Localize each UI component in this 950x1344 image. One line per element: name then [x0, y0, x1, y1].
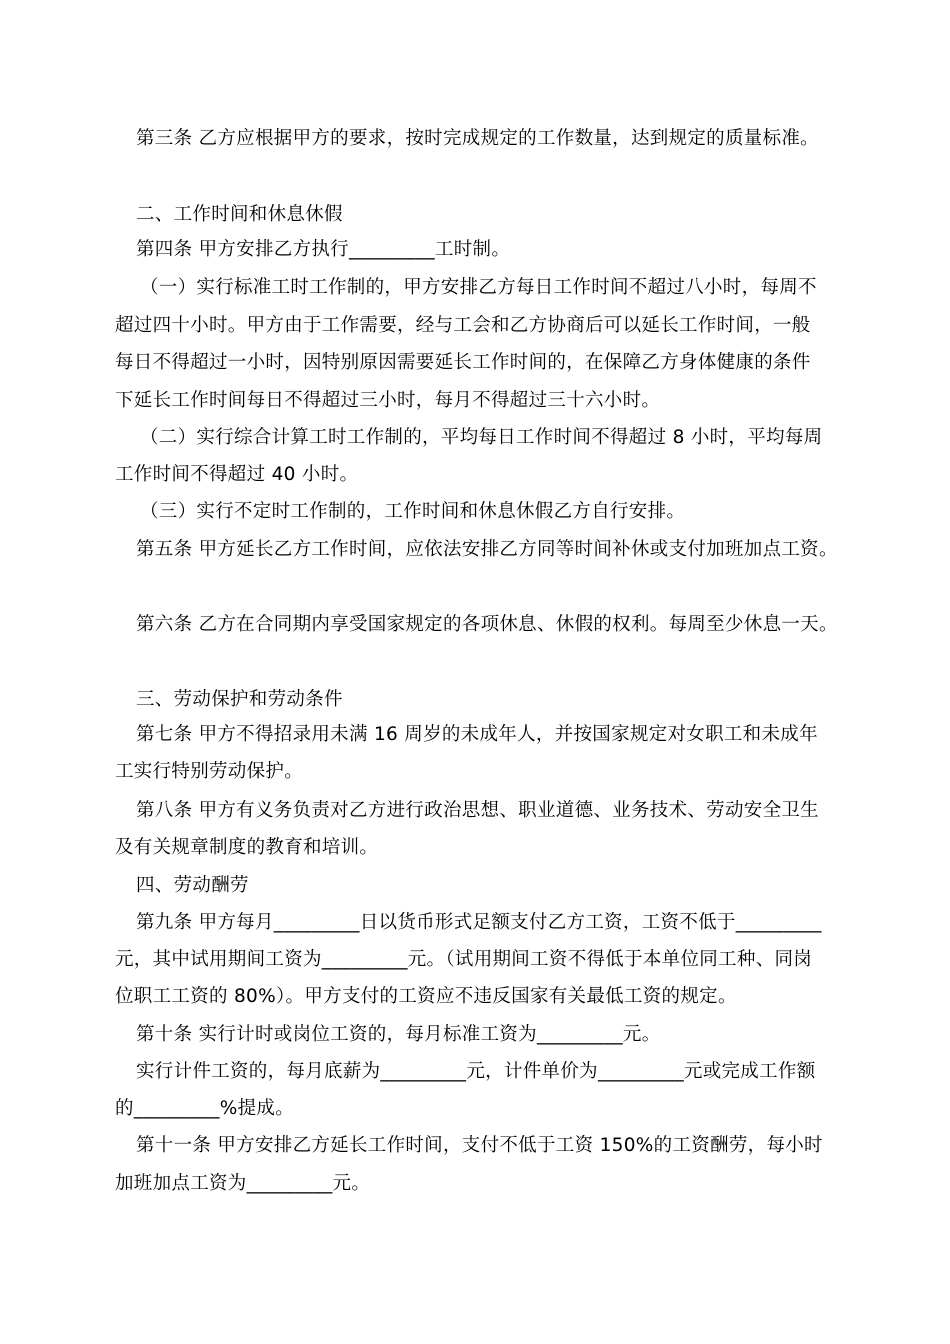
article-11-line-2: 加班加点工资为_________元。	[115, 1173, 371, 1194]
article-3: 第三条 乙方应根据甲方的要求，按时完成规定的工作数量，达到规定的质量标准。	[136, 128, 819, 149]
article-11-line-1: 第十一条 甲方安排乙方延长工作时间，支付不低于工资 150%的工资酬劳，每小时	[136, 1135, 823, 1156]
article-10-line-3: 的_________%提成。	[115, 1098, 295, 1119]
article-8-line-1: 第八条 甲方有义务负责对乙方进行政治思想、职业道德、业务技术、劳动安全卫生	[136, 800, 819, 821]
article-4-item-1-line-1: （一）实行标准工时工作制的，甲方安排乙方每日工作时间不超过八小时，每周不	[140, 277, 817, 298]
section-heading-2: 二、工作时间和休息休假	[136, 204, 343, 225]
article-4-item-2-line-1: （二）实行综合计算工时工作制的，平均每日工作时间不得超过 8 小时，平均每周	[140, 427, 823, 448]
article-7-line-1: 第七条 甲方不得招录用未满 16 周岁的未成年人，并按国家规定对女职工和未成年	[136, 724, 818, 745]
article-9-line-3: 位职工工资的 80%）。甲方支付的工资应不违反国家有关最低工资的规定。	[115, 986, 737, 1007]
article-9-line-2: 元，其中试用期间工资为_________元。（试用期间工资不得低于本单位同工种、同岗	[115, 949, 813, 970]
article-4-item-1-line-2: 超过四十小时。甲方由于工作需要，经与工会和乙方协商后可以延长工作时间，一般	[115, 315, 811, 336]
section-heading-3: 三、劳动保护和劳动条件	[136, 689, 343, 710]
section-heading-4: 四、劳动酬劳	[136, 875, 249, 896]
article-10-line-2: 实行计件工资的，每月底薪为_________元，计件单价为_________元或完成工作额	[136, 1061, 816, 1082]
article-4-item-1-line-3: 每日不得超过一小时，因特别原因需要延长工作时间的，在保障乙方身体健康的条件	[115, 352, 811, 373]
article-6: 第六条 乙方在合同期内享受国家规定的各项休息、休假的权利。每周至少休息一天。	[136, 614, 838, 635]
article-10-line-1: 第十条 实行计时或岗位工资的，每月标准工资为_________元。	[136, 1024, 661, 1045]
article-7-line-2: 工实行特别劳动保护。	[115, 761, 304, 782]
article-4-item-2-line-2: 工作时间不得超过 40 小时。	[115, 464, 359, 485]
article-5: 第五条 甲方延长乙方工作时间，应依法安排乙方同等时间补休或支付加班加点工资。	[136, 539, 838, 560]
article-4: 第四条 甲方安排乙方执行_________工时制。	[136, 239, 511, 260]
article-4-item-1-line-4: 下延长工作时间每日不得超过三小时，每月不得超过三十六小时。	[115, 390, 661, 411]
article-9-line-1: 第九条 甲方每月_________日以货币形式足额支付乙方工资，工资不低于_________	[136, 912, 822, 933]
article-8-line-2: 及有关规章制度的教育和培训。	[115, 837, 379, 858]
article-4-item-3: （三）实行不定时工作制的，工作时间和休息休假乙方自行安排。	[140, 501, 686, 522]
